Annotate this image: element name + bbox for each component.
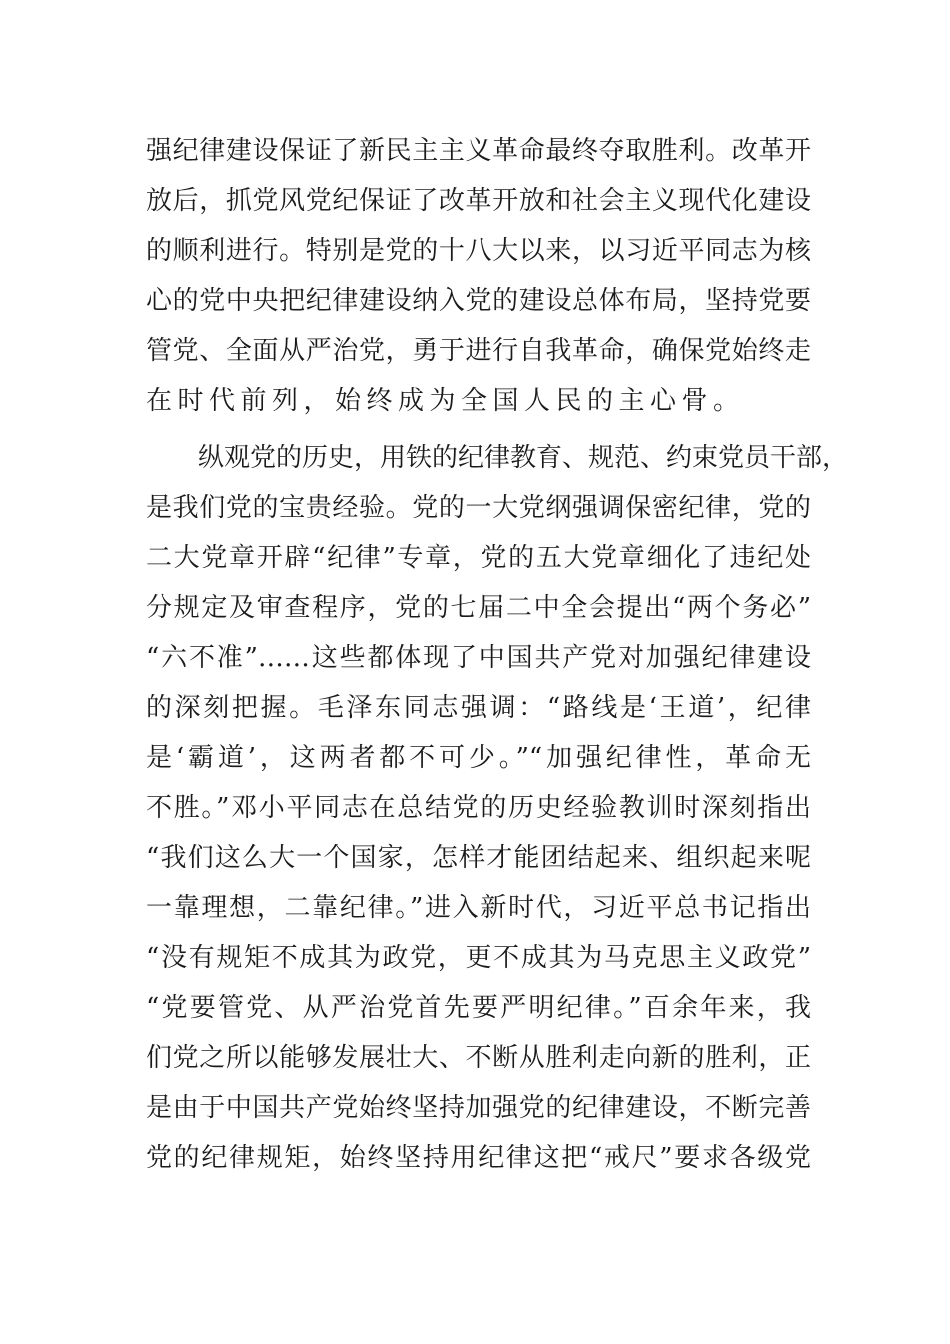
paragraph-1 (146, 126, 811, 426)
paragraph-line: “我们这么大一个国家，怎样才能团结起来、组织起来呢 (146, 843, 811, 873)
paragraph-line: 们党之所以能够发展壮大、不断从胜利走向新的胜利，正 (146, 1043, 811, 1073)
paragraph-line: 在时代前列，始终成为全国人民的主心骨。 (146, 386, 745, 416)
paragraph-line: 放后，抓党风党纪保证了改革开放和社会主义现代化建设 (146, 186, 811, 216)
paragraph-line: 是由于中国共产党始终坚持加强党的纪律建设，不断完善 (146, 1093, 811, 1123)
paragraph-line: 强纪律建设保证了新民主主义革命最终夺取胜利。改革开 (146, 136, 811, 166)
paragraph-line: “没有规矩不成其为政党，更不成其为马克思主义政党” (146, 943, 811, 973)
paragraph-line: 是我们党的宝贵经验。党的一大党纲强调保密纪律，党的 (146, 493, 811, 523)
paragraph-line: “六不准”……这些都体现了中国共产党对加强纪律建设 (146, 643, 811, 673)
paragraph-line: 的深刻把握。毛泽东同志强调：“路线是‘王道’，纪律 (146, 693, 811, 723)
paragraph-line: 心的党中央把纪律建设纳入党的建设总体布局，坚持党要 (146, 286, 811, 316)
paragraph-line: 一靠理想，二靠纪律。”进入新时代，习近平总书记指出 (146, 893, 811, 923)
paragraph-line: 管党、全面从严治党，勇于进行自我革命，确保党始终走 (146, 336, 811, 366)
paragraph-line: 不胜。”邓小平同志在总结党的历史经验教训时深刻指出 (146, 793, 811, 823)
paragraph-line: 二大党章开辟“纪律”专章，党的五大党章细化了违纪处 (146, 543, 811, 573)
paragraph-line: 分规定及审查程序，党的七届二中全会提出“两个务必” (146, 593, 811, 623)
paragraph-2 (146, 433, 849, 1183)
paragraph-line: “党要管党、从严治党首先要严明纪律。”百余年来，我 (146, 993, 811, 1023)
paragraph-line: 是‘霸道’，这两者都不可少。”“加强纪律性，革命无 (146, 743, 811, 773)
paragraph-line: 的顺利进行。特别是党的十八大以来，以习近平同志为核 (146, 236, 811, 266)
paragraph-line: 纵观党的历史，用铁的纪律教育、规范、约束党员干部， (146, 443, 849, 473)
paragraph-line: 党的纪律规矩，始终坚持用纪律这把“戒尺”要求各级党 (146, 1143, 811, 1173)
